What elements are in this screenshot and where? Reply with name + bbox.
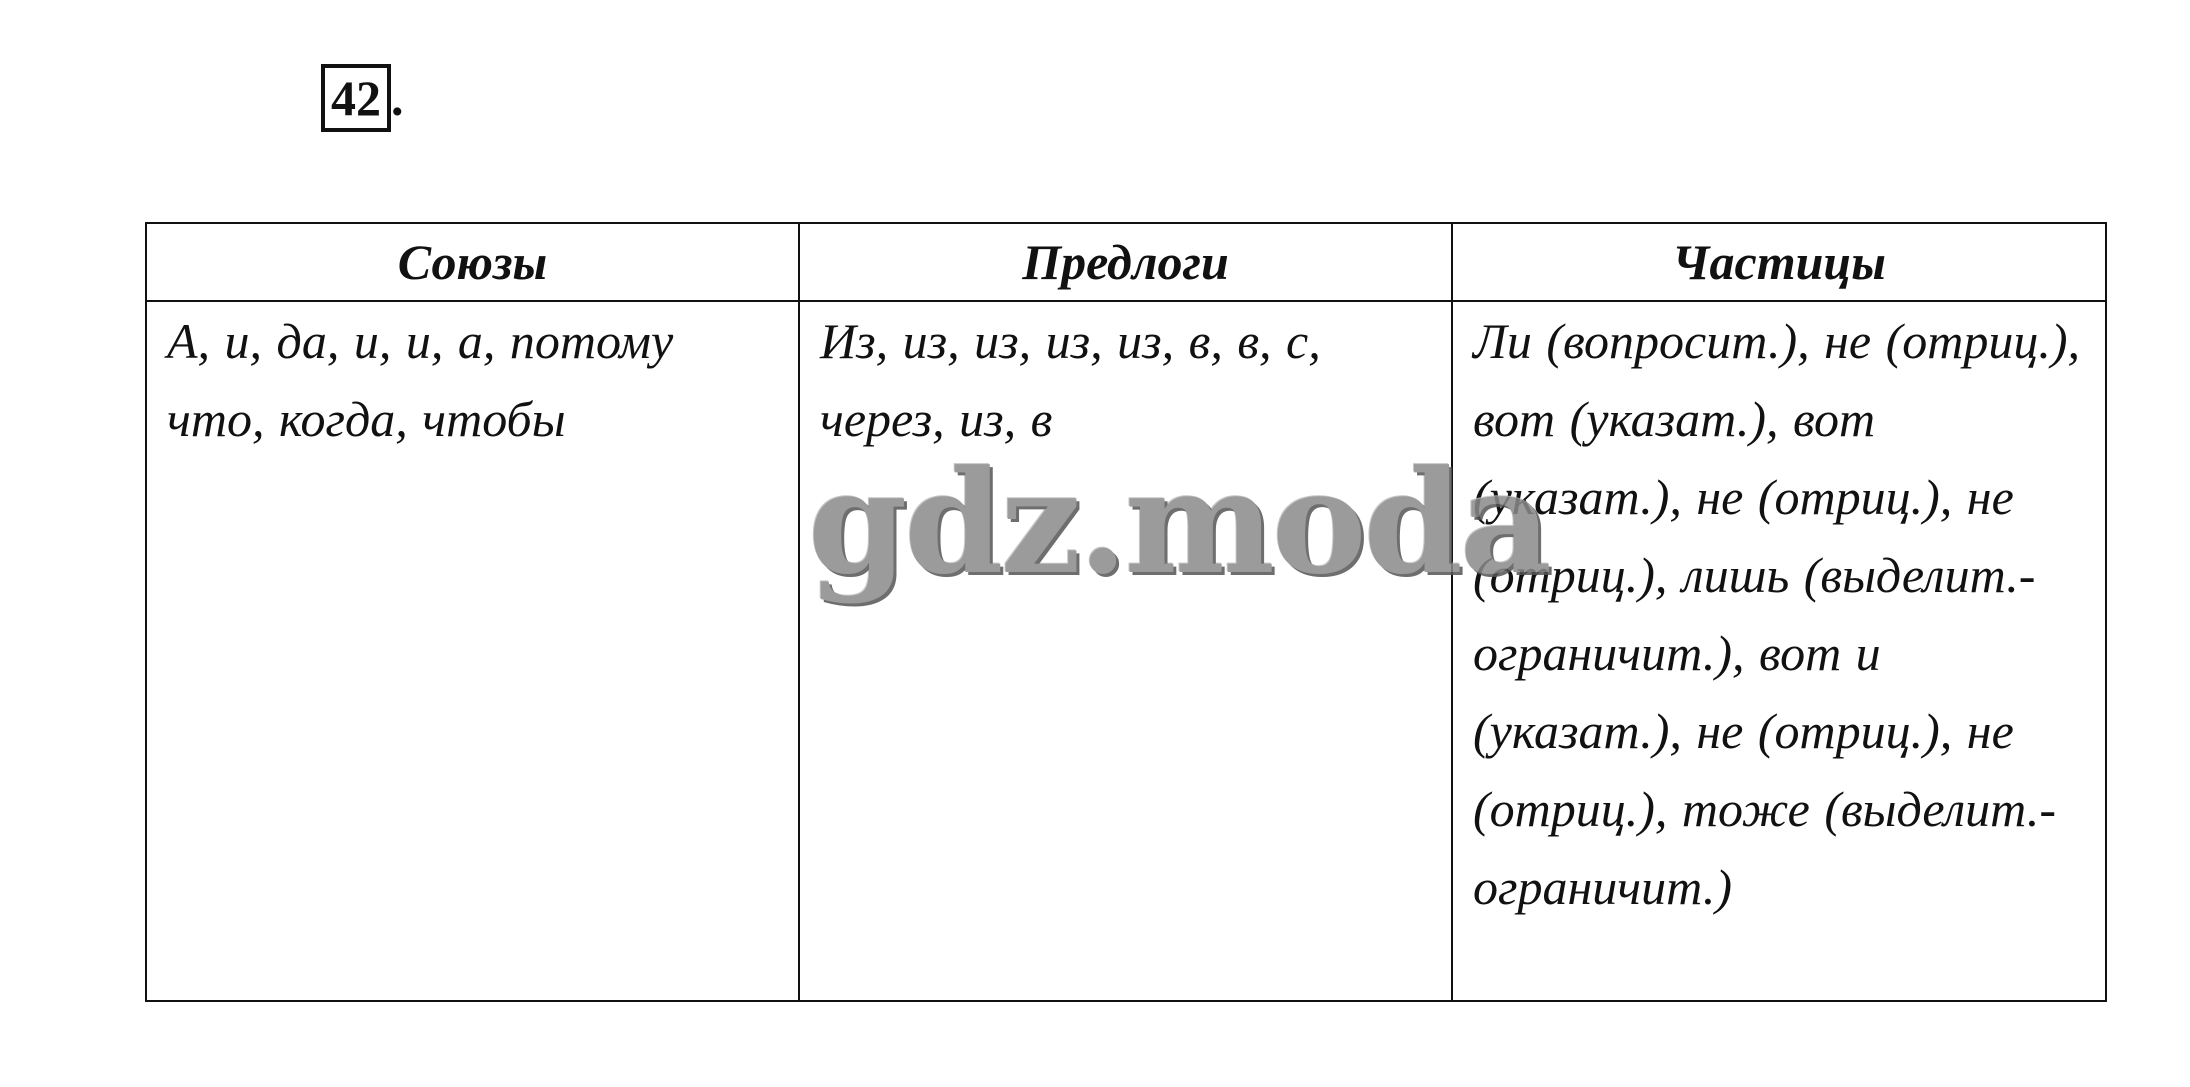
cell-particles: Ли (вопросит.), не (отриц.), вот (указат.), вот (указат.), не (отриц.), не (отриц.), лишь (выделит.-ограничит.), вот и (указат.), не (отриц.), не (отриц.), тоже (выделит.-ограничит.) bbox=[1452, 301, 2106, 1001]
cell-conjunctions: А, и, да, и, и, а, потому что, когда, чтобы bbox=[146, 301, 799, 1001]
table-row bbox=[146, 301, 2106, 1001]
table-header-row bbox=[146, 223, 2106, 301]
task-number bbox=[321, 66, 404, 130]
header-particles: Частицы bbox=[1452, 223, 2106, 301]
header-conjunctions: Союзы bbox=[146, 223, 799, 301]
header-prepositions: Предлоги bbox=[799, 223, 1452, 301]
watermark-logo: gdz.moda bbox=[808, 440, 1549, 606]
task-number-box: 42 bbox=[321, 64, 391, 132]
parts-of-speech-table bbox=[145, 222, 2107, 1002]
task-number-dot: . bbox=[391, 70, 404, 126]
cell-prepositions: Из, из, из, из, из, в, в, с, через, из, в bbox=[799, 301, 1452, 1001]
